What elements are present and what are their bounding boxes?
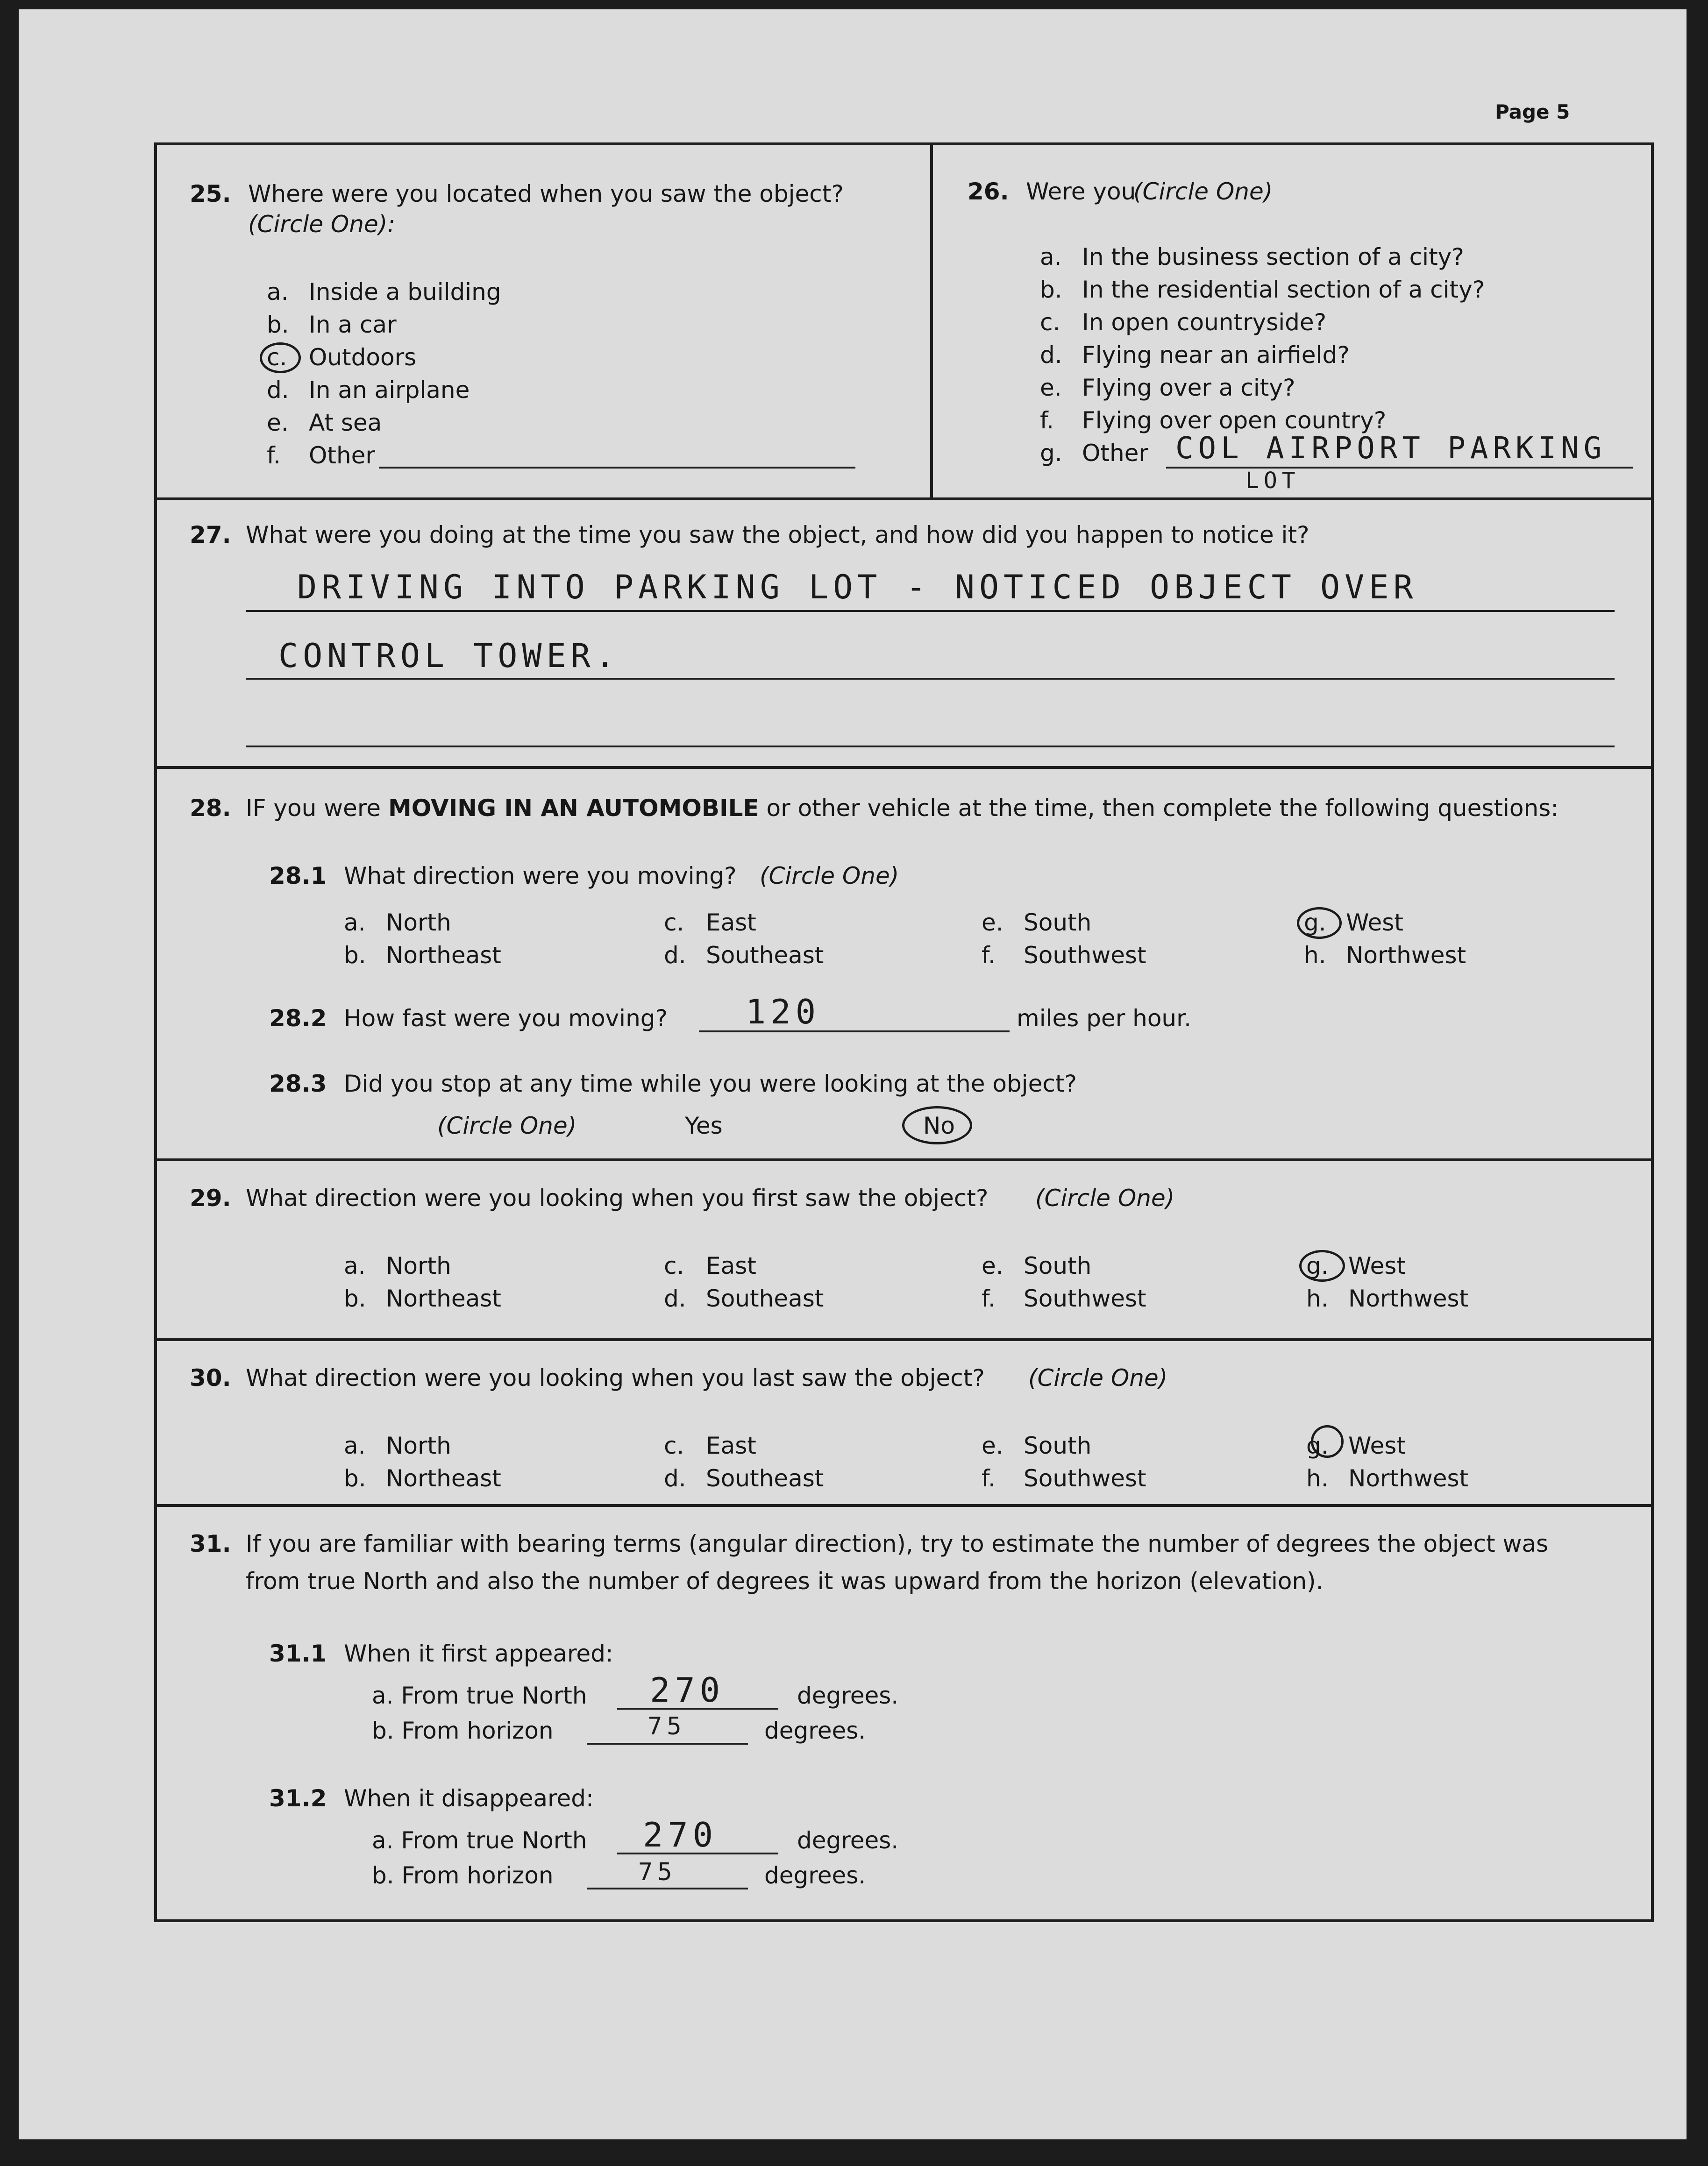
q28-1-option-c[interactable]: c. East <box>664 909 756 936</box>
q31-2-text: When it disappeared: <box>344 1785 594 1812</box>
q26-option-b[interactable]: b. In the residential section of a city? <box>1040 276 1485 303</box>
q30-option-h[interactable]: h. Northwest <box>1306 1465 1469 1492</box>
q26-option-a[interactable]: a. In the business section of a city? <box>1040 243 1464 270</box>
q31-2-b-unit: degrees. <box>764 1862 866 1889</box>
section-30 <box>157 1341 1651 1507</box>
q31-2-a-value: 270 <box>643 1815 718 1854</box>
q26-other-answer-continued: LOT <box>1245 468 1300 494</box>
q31-2-number: 31.2 <box>269 1785 327 1812</box>
section-31 <box>157 1507 1651 1923</box>
section-25-26 <box>157 145 1651 500</box>
q31-text-line-1: If you are familiar with bearing terms (angular direction), try to estimate the number of degrees the object was <box>246 1530 1549 1557</box>
q28-2-text: How fast were you moving? <box>344 1005 668 1032</box>
q27-answer-text-2: CONTROL TOWER. <box>278 637 620 675</box>
q29-instruction: (Circle One) <box>1035 1185 1175 1212</box>
q27-text: What were you doing at the time you saw the object, and how did you happen to notice it? <box>246 521 1309 548</box>
q31-2-a-unit: degrees. <box>797 1827 899 1854</box>
q30-number: 30. <box>190 1364 231 1392</box>
q30-text: What direction were you looking when you last saw the object? <box>246 1364 985 1392</box>
q27-answer-line-3[interactable] <box>246 746 1615 747</box>
q28-3-no[interactable]: No <box>923 1112 955 1139</box>
q28-3-text: Did you stop at any time while you were looking at the object? <box>344 1070 1077 1097</box>
q25-instruction: (Circle One): <box>248 211 396 238</box>
q31-1-b-value: 75 <box>648 1712 686 1740</box>
q30-option-a[interactable]: a. North <box>344 1432 451 1459</box>
q27-number: 27. <box>190 521 231 548</box>
q25-option-a[interactable]: a. Inside a building <box>267 278 501 305</box>
column-divider <box>930 145 933 497</box>
q25-option-c[interactable]: c. Outdoors <box>267 344 417 371</box>
q25-option-f[interactable]: f. Other <box>267 442 375 469</box>
q28-1-option-b[interactable]: b. Northeast <box>344 942 501 969</box>
q28-1-text: What direction were you moving? <box>344 862 737 889</box>
q31-1-a-label: a. From true North <box>372 1682 587 1709</box>
q29-option-a[interactable]: a. North <box>344 1252 451 1279</box>
q28-3-selection-circle <box>902 1106 972 1144</box>
q30-option-f[interactable]: f. Southwest <box>982 1465 1146 1492</box>
q28-1-selection-circle <box>1297 907 1342 939</box>
q26-other-answer: COL AIRPORT PARKING <box>1175 431 1607 466</box>
q28-text: IF you were MOVING IN AN AUTOMOBILE or other vehicle at the time, then complete the following questions: <box>246 795 1559 822</box>
q31-2-b-value: 75 <box>638 1858 677 1886</box>
q26-instruction: (Circle One) <box>1133 178 1273 205</box>
q25-option-d[interactable]: d. In an airplane <box>267 376 470 404</box>
q26-option-g[interactable]: g. Other <box>1040 440 1148 467</box>
q30-option-e[interactable]: e. South <box>982 1432 1092 1459</box>
q28-2-unit: miles per hour. <box>1017 1005 1191 1032</box>
q31-2-a-label: a. From true North <box>372 1827 587 1854</box>
q31-1-number: 31.1 <box>269 1640 327 1667</box>
q28-1-option-d[interactable]: d. Southeast <box>664 942 824 969</box>
q29-option-e[interactable]: e. South <box>982 1252 1092 1279</box>
q29-option-c[interactable]: c. East <box>664 1252 756 1279</box>
q31-number: 31. <box>190 1530 231 1557</box>
q28-2-answer: 120 <box>746 992 821 1031</box>
form-page <box>19 9 1687 2139</box>
page-number: Page 5 <box>1495 100 1570 123</box>
q25-number: 25. <box>190 180 231 207</box>
q28-3-instruction: (Circle One) <box>437 1112 577 1139</box>
q31-1-b-label: b. From horizon <box>372 1717 554 1744</box>
q31-2-b-label: b. From horizon <box>372 1862 554 1889</box>
q30-option-d[interactable]: d. Southeast <box>664 1465 824 1492</box>
q28-3-yes[interactable]: Yes <box>685 1112 723 1139</box>
q29-number: 29. <box>190 1185 231 1212</box>
q29-option-f[interactable]: f. Southwest <box>982 1285 1146 1312</box>
q31-1-b-line[interactable] <box>587 1743 748 1745</box>
q26-number: 26. <box>968 178 1009 205</box>
q25-option-b[interactable]: b. In a car <box>267 311 397 338</box>
q30-instruction: (Circle One) <box>1028 1364 1168 1392</box>
q28-1-option-a[interactable]: a. North <box>344 909 451 936</box>
q30-option-g[interactable]: g. West <box>1306 1432 1406 1459</box>
q26-option-c[interactable]: c. In open countryside? <box>1040 309 1327 336</box>
q26-other-line[interactable] <box>1166 467 1633 469</box>
q28-1-number: 28.1 <box>269 862 327 889</box>
questionnaire-form <box>154 142 1654 1922</box>
q26-text: Were you <box>1026 178 1136 205</box>
q28-2-number: 28.2 <box>269 1005 327 1032</box>
q31-text-line-2: from true North and also the number of degrees it was upward from the horizon (elevation). <box>246 1568 1324 1595</box>
q29-option-d[interactable]: d. Southeast <box>664 1285 824 1312</box>
q28-3-number: 28.3 <box>269 1070 327 1097</box>
q28-1-option-e[interactable]: e. South <box>982 909 1092 936</box>
section-27 <box>157 500 1651 769</box>
q29-option-g[interactable]: g. West <box>1306 1252 1406 1279</box>
q28-1-option-g[interactable]: g. West <box>1304 909 1403 936</box>
q30-option-b[interactable]: b. Northeast <box>344 1465 501 1492</box>
q27-answer-line-2[interactable] <box>246 678 1615 680</box>
q31-1-b-unit: degrees. <box>764 1717 866 1744</box>
q25-selection-circle <box>260 342 301 373</box>
q25-other-line[interactable] <box>379 467 855 469</box>
q31-1-text: When it first appeared: <box>344 1640 613 1667</box>
q25-text: Where were you located when you saw the object? <box>248 180 844 207</box>
q31-1-a-unit: degrees. <box>797 1682 899 1709</box>
q28-1-option-f[interactable]: f. Southwest <box>982 942 1146 969</box>
section-28 <box>157 769 1651 1161</box>
q29-option-h[interactable]: h. Northwest <box>1306 1285 1469 1312</box>
q29-text: What direction were you looking when you first saw the object? <box>246 1185 989 1212</box>
q28-number: 28. <box>190 795 231 822</box>
section-29 <box>157 1161 1651 1341</box>
q27-answer-line-1[interactable] <box>246 610 1615 612</box>
q26-option-e[interactable]: e. Flying over a city? <box>1040 374 1295 401</box>
q28-1-option-h[interactable]: h. Northwest <box>1304 942 1466 969</box>
q29-selection-circle <box>1299 1250 1345 1282</box>
q26-option-f[interactable]: f. Flying over open country? <box>1040 407 1387 434</box>
q30-selection-circle <box>1311 1425 1344 1458</box>
q30-option-c[interactable]: c. East <box>664 1432 756 1459</box>
q25-option-e[interactable]: e. At sea <box>267 409 382 436</box>
q28-1-instruction: (Circle One) <box>760 862 899 889</box>
q31-1-a-value: 270 <box>650 1670 725 1710</box>
q26-option-d[interactable]: d. Flying near an airfield? <box>1040 341 1350 369</box>
q31-2-b-line[interactable] <box>587 1888 748 1889</box>
q29-option-b[interactable]: b. Northeast <box>344 1285 501 1312</box>
q27-answer-text-1: DRIVING INTO PARKING LOT - NOTICED OBJECT OVER <box>297 568 1418 606</box>
